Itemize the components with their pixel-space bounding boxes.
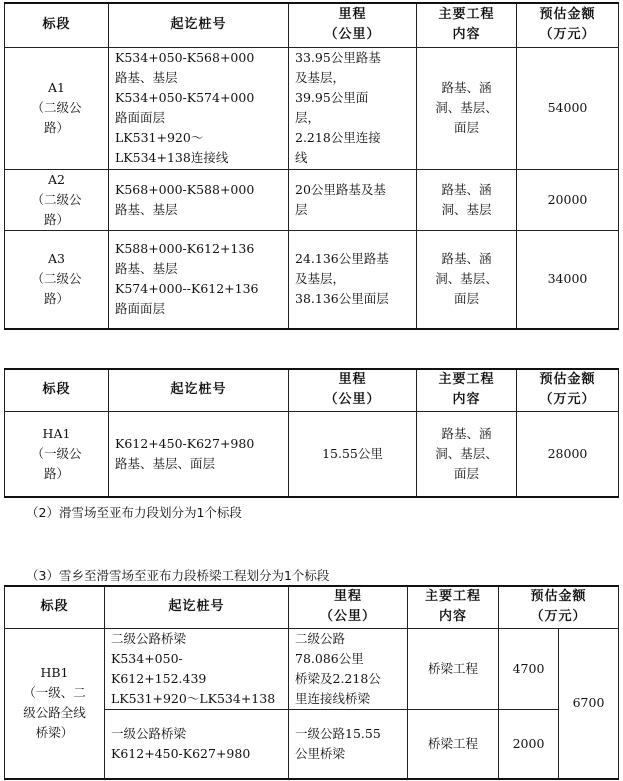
table-row [5,628,619,709]
header-content: 主要工程 内容 [417,3,517,47]
content-cell: 桥梁工程 [408,628,499,709]
content-cell: 路基、涵 洞、基层、 面层 [417,47,517,169]
total-amount-cell: 6700 [559,628,619,779]
amount-cell: 54000 [517,47,619,169]
mileage-cell: 15.55公里 [289,411,417,497]
header-segment: 标段 [5,586,105,628]
header-stakes: 起讫桩号 [109,3,289,47]
amount-cell: 34000 [517,230,619,329]
header-mileage: 里程 （公里） [289,586,408,628]
bid-table-2 [4,368,619,498]
content-cell: 路基、涵 洞、基层 [417,169,517,230]
amount-cell: 20000 [517,169,619,230]
bid-table-3 [4,585,619,780]
stakes-cell: 一级公路桥梁 K612+450-K627+980 [105,709,289,779]
table-row [5,230,619,329]
stakes-cell: 二级公路桥梁 K534+050- K612+152.439 LK531+920～LK534+138 [105,628,289,709]
amount-cell: 28000 [517,411,619,497]
mileage-cell: 33.95公里路基 及基层， 39.95公里面 层， 2.218公里连接 线 [289,47,417,169]
mileage-cell: 24.136公里路基 及基层， 38.136公里面层 [289,230,417,329]
content-cell: 桥梁工程 [408,709,499,779]
segment-cell: A2 （二级公 路） [5,169,109,230]
stakes-cell: K612+450-K627+980 路基、基层、面层 [109,411,289,497]
caption-section-2: （2）滑雪场至亚布力段划分为1个标段 [26,505,242,520]
header-mileage: 里程 （公里） [289,3,417,47]
stakes-cell: K534+050-K568+000 路基、基层 K534+050-K574+000 路面面层 LK531+920～ LK534+138连接线 [109,47,289,169]
segment-cell: HB1 （一级、二 级公路全线 桥梁） [5,628,105,779]
content-cell: 路基、涵 洞、基层、 面层 [417,411,517,497]
segment-cell: HA1 （一级公 路） [5,411,109,497]
table-row [5,411,619,497]
header-segment: 标段 [5,369,109,411]
header-amount: 预估金额 （万元） [517,369,619,411]
caption-section-3: （3）雪乡至滑雪场至亚布力段桥梁工程划分为1个标段 [26,568,330,583]
table-row [5,169,619,230]
header-segment: 标段 [5,3,109,47]
mileage-cell: 二级公路 78.086公里 桥梁及2.218公 里连接线桥梁 [289,628,408,709]
header-content: 主要工程 内容 [417,369,517,411]
segment-cell: A3 （二级公 路） [5,230,109,329]
bid-table-1 [4,2,619,330]
header-content: 主要工程 内容 [408,586,499,628]
content-cell: 路基、涵 洞、基层、 面层 [417,230,517,329]
amount-cell: 2000 [499,709,559,779]
header-amount: 预估金额 （万元） [517,3,619,47]
mileage-cell: 20公里路基及基 层 [289,169,417,230]
mileage-cell: 一级公路15.55 公里桥梁 [289,709,408,779]
header-mileage: 里程 （公里） [289,369,417,411]
header-stakes: 起讫桩号 [105,586,289,628]
table-row [5,47,619,169]
header-amount: 预估金额 （万元） [499,586,619,628]
stakes-cell: K568+000-K588+000 路基、基层 [109,169,289,230]
header-stakes: 起讫桩号 [109,369,289,411]
segment-cell: A1 （二级公 路） [5,47,109,169]
amount-cell: 4700 [499,628,559,709]
stakes-cell: K588+000-K612+136 路基、基层 K574+000--K612+136 路面面层 [109,230,289,329]
